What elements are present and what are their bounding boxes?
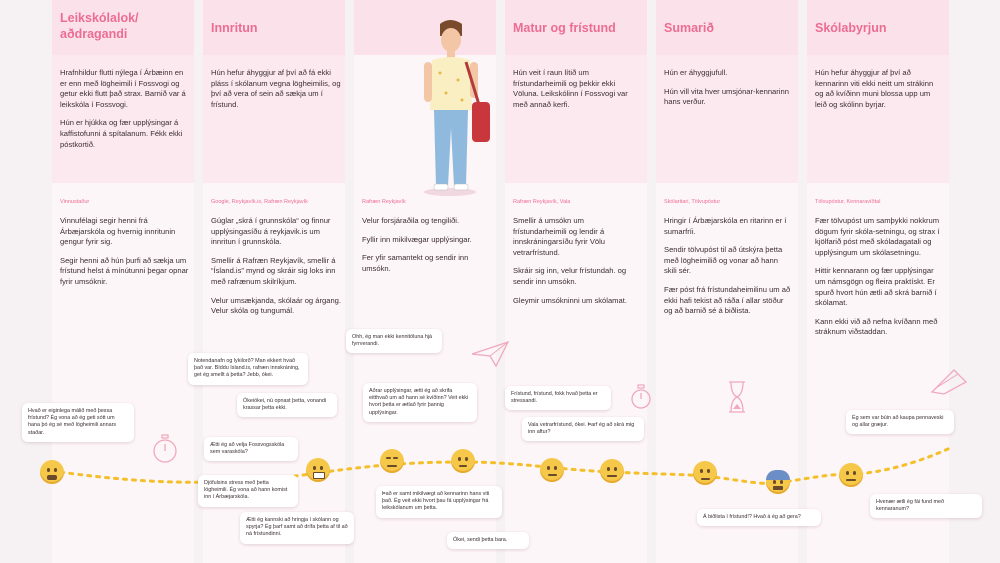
action-paragraph: Sendir tölvupóst til að útskýra þetta með lögheimilið og vonar að hann skili sér. [664,245,783,276]
stage-title: Matur og frístund [513,21,616,35]
persona-paragraph: Hún vill vita hver umsjónar-kennarinn hans verður. [664,86,789,107]
action-paragraph: Skráir sig inn, velur frístundah. og sendir inn umsókn. [513,266,627,286]
action-paragraph: Fær póst frá frístundaheimilinu um að ekki hafi tekist að ráða í allar stöður og að barnið sé á biðlista. [664,284,791,316]
thought-bubble: Vala vetrarfrístund, ókei. Þarf ég að skrá mig inn aftur? [522,417,644,441]
expressionless-emoji-icon [380,449,404,473]
thought-bubble: Aðrar upplýsingar, ætti ég að skrifa eitthvað um að hann sé kvíðinn? Veit ekki hvort þetta er ætlað fyrir þannig upplýsingar. [363,383,477,422]
action-paragraph: Fyllir inn mikilvægar upplýsingar. [362,234,472,244]
action-paragraph: Hittir kennarann og fær upplýsingar um námsgögn og fleira praktískt. Er spurð hvort hún ætli að skrá barnið í skólamat. [815,266,937,308]
touchpoint-source: Tölvupóstur, Kennaravíðtal [815,199,881,205]
thought-bubble: Það er samt mikilvægt að kennarinn hans viti það. Ég veit ekki hvort þau fá upplýsingar frá leikskólanum um þetta. [376,486,502,518]
persona-paragraph: Hún hefur áhyggjur af því að kennarinn viti ekki neitt um strákinn og að kvíðinn muni blossa upp um leið og skólinn byrjar. [815,68,934,109]
touchpoint-source: Google, Reykjavík.is, Rafræn Reykjavík [211,199,308,205]
neutral-emoji-icon [839,463,863,487]
thought-bubble: Á biðlista í frístund!? Hvað á ég að gera? [697,509,821,526]
raised-eyebrow-emoji-icon [540,458,564,482]
action-paragraph: Kann ekki við að nefna kvíðann með stráknum viðstaddan. [815,316,938,337]
action-paragraph: Velur umsækjanda, skólaár og árgang. Velur skóla og tungumál. [211,295,342,316]
thought-bubble: Notendanafn og lykilorð? Man ekkert hvað það var. Bíddu Island.is, rafræn innskráning, get ég smellt á þetta? Jebb, ókei. [188,353,308,385]
persona-paragraph: Hún er hjúkka og fær upplýsingar á kaffistofunni á spítalanum. Fékk ekki póstkortið. [60,118,183,149]
thought-bubble: Ætti ég kannski að hringja í skólann og spyrja? Ég þarf samt að drífa þetta af til að ná frístundinni. [240,512,354,544]
touchpoint-source: Rafræn Reykjavík [362,199,406,205]
action-paragraph: Hringir í Árbæjarskóla en ritarinn er í sumarfríi. [664,216,787,236]
persona-paragraph: Hrafnhildur flutti nýlega í Árbæinn en er enn með lögheimili í Fossvogi og getur ekki flutt það strax. Barnið var á leikskóla í Fossvogi. [60,68,186,109]
touchpoint-source: Vinnustaður [60,199,90,205]
action-paragraph: Velur forsjáraðila og tengiliði. [362,216,460,225]
action-paragraph: Fer yfir samantekt og sendir inn umsókn. [362,253,469,273]
stage-title: Leikskólalok/ aðdragandi [60,11,139,41]
frowning-emoji-icon [693,461,717,485]
thought-bubble: Ókei, sendi þetta bara. [447,532,529,549]
thought-bubble: Ohh, ég man ekki kennitöluna hjá fyrrverandi. [346,329,442,353]
action-paragraph: Smellir á umsókn um frístundarheimili og lendir á innskráningarsíðu fyrir Völu vetrarfrístund. [513,216,606,257]
thought-bubble: Ég sem var búin að kaupa pennaveski og allar græjur. [846,410,954,434]
action-paragraph: Vinnufélagi segir henni frá Árbæjarskóla og hvernig innritunin gengur fyrir sig. [60,216,176,247]
action-paragraph: Smellir á Rafræn Reykjavík, smellir á “Ísland.is” mynd og skráir sig loks inn með rafrænum skilríkjum. [211,255,336,286]
stage-title: Skólabyrjun [815,21,887,35]
touchpoint-source: Rafræn Reykjavík, Vala [513,199,571,205]
worried-emoji-icon [451,449,475,473]
scared-emoji-icon [766,470,790,494]
thought-bubble: Ætti ég að velja Fossvogsskóla sem varaskóla? [204,437,298,461]
thought-bubble: Frístund, frístund, fokk hvað þetta er stressandi. [505,386,611,410]
action-paragraph: Gúglar „skrá í grunnskóla“ og finnur upplýsingasíðu á reykjavik.is um innritun í grunnskóla. [211,216,331,247]
action-paragraph: Gleymir umsókninni um skólamat. [513,295,627,305]
thought-bubble: Ókeiókei, nú opnast þetta, vonandi krassar þetta ekki. [237,393,337,417]
neutral-emoji-icon [600,459,624,483]
stage-title: Innritun [211,21,258,35]
action-paragraph: Segir henni að hún þurfi að sækja um frístund helst á mínútunni þegar opnar fyrir umsóknir. [60,255,189,286]
persona-paragraph: Hún er áhyggjufull. [664,68,728,77]
scared-emoji-icon [40,460,64,484]
stage-title: Sumarið [664,21,715,35]
grimacing-emoji-icon [306,458,330,482]
action-paragraph: Fær tölvupóst um samþykki nokkrum dögum fyrir skóla-setningu, og strax í kjölfarið póst með skóladagatali og upplýsingum um skólasetningu. [815,216,940,257]
persona-paragraph: Hún veit í raun lítið um frístundarheimili og þekkir ekki Völuna. Leikskólinn í Fossvogi var með annað kerfi. [513,68,628,109]
thought-bubble: Hvenær ætli ég fái fund með kennaranum? [870,494,982,518]
thought-bubble: Hvað er eiginlega málið með þessa frístund? Ég vona að ég geti sótt um hana þó ég sé með lögheimili annars staðar. [22,403,134,442]
touchpoint-source: Skólaritari, Tölvupóstur [664,199,721,205]
thought-bubble: Djöfulsins stress með þetta lögheimili. Ég vona að hann komist inn í Árbæjarskóla. [198,475,298,507]
persona-paragraph: Hún hefur áhyggjur af því að fá ekki pláss í skólanum vegna lögheimilis, og því að vera of sein að sækja um í frístund. [211,68,341,109]
